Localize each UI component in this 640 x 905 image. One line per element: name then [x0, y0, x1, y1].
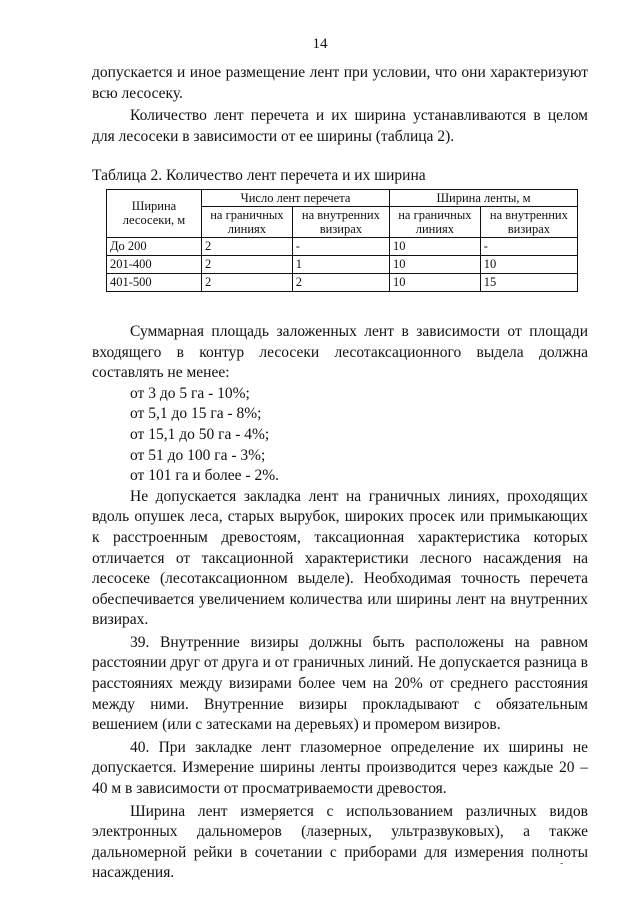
list-item: от 101 га и более - 2%.	[130, 467, 279, 485]
list-item: от 5,1 до 15 га - 8%;	[130, 405, 262, 423]
area-list	[92, 384, 588, 487]
paragraph-tape-count: Количество лент перечета и их ширина устанавливаются в целом для лесосеки в зависимости от ее ширины (таблица 2).	[92, 107, 588, 145]
table-cell: 1	[292, 255, 389, 273]
table-cell: 10	[389, 237, 480, 255]
table-cell: 10	[389, 255, 480, 273]
table-caption: Таблица 2. Количество лент перечета и их ширина	[92, 167, 426, 185]
table-cell: 401-500	[107, 273, 202, 291]
table-cell: 2	[292, 273, 389, 291]
table-cell: 10	[389, 273, 480, 291]
subheader-cell: на граничных линиях	[202, 206, 293, 237]
header-group-count: Число лент перечета	[202, 189, 390, 206]
table-cell: 201-400	[107, 255, 202, 273]
table-cell: 2	[202, 237, 293, 255]
table-cell: 10	[480, 255, 577, 273]
paragraph-measurement: Ширина лент измеряется с использованием различных видов электронных дальномеров (лазерных, ультразвуковых), а также дальномерной рейки в сочетании с приборами для измерения полноты насаждения.	[92, 802, 588, 882]
table-cell: 2	[202, 273, 293, 291]
paragraph-restrictions: Не допускается закладка лент на граничных линиях, проходящих вдоль опушек леса, старых вырубок, широких просек или примыкающих к расстроенным древостоям, таксационная характеристика которых отличается от таксационной характеристики лесного насаждения на лесосеке (лесотаксационном выделе). Необходимая точность перечета обеспечивается увеличением количества или ширины лент на внутренних визирах.	[92, 487, 588, 629]
table-row	[107, 255, 578, 273]
subheader-cell: на внутренних визирах	[480, 206, 577, 237]
tapes-table	[106, 189, 578, 292]
subheader-cell: на граничных линиях	[389, 206, 480, 237]
header-width: Ширина лесосеки, м	[107, 189, 202, 237]
paragraph-40: 40. При закладке лент глазомерное определение их ширины не допускается. Измерение ширины ленты производится через каждые 20 – 40 м в зависимости от просматриваемости древостоя.	[92, 738, 588, 798]
list-item: от 3 до 5 га - 10%;	[130, 384, 250, 402]
paragraph-area: Суммарная площадь заложенных лент в зависимости от площади входящего в контур лесосеки лесотаксационного выдела должна составлять не менее:	[92, 322, 588, 382]
header-group-width: Ширина ленты, м	[389, 189, 577, 206]
paragraph-continuation: допускается и иное размещение лент при условии, что они характеризуют всю лесосеку.	[92, 64, 588, 102]
list-item: от 51 до 100 га - 3%;	[130, 446, 266, 464]
page-mark: -	[560, 858, 564, 869]
table-cell: 2	[202, 255, 293, 273]
document-body	[92, 63, 588, 884]
table-header-row	[107, 189, 578, 206]
table-cell: -	[292, 237, 389, 255]
table-cell: До 200	[107, 237, 202, 255]
list-item: от 15,1 до 50 га - 4%;	[130, 425, 270, 443]
subheader-cell: на внутренних визирах	[292, 206, 389, 237]
page-number: 14	[312, 36, 328, 52]
paragraph-39: 39. Внутренние визиры должны быть расположены на равном расстоянии друг от друга и от граничных линий. Не допускается разница в расстояниях между визирами более чем на 20% от среднего расстояния между ними. Внутренние визиры прокладывают с обязательным вешением (или с затесками на деревьях) и промером визиров.	[92, 633, 588, 734]
table-row	[107, 273, 578, 291]
table-cell: 15	[480, 273, 577, 291]
table-cell: -	[480, 237, 577, 255]
table-row	[107, 237, 578, 255]
